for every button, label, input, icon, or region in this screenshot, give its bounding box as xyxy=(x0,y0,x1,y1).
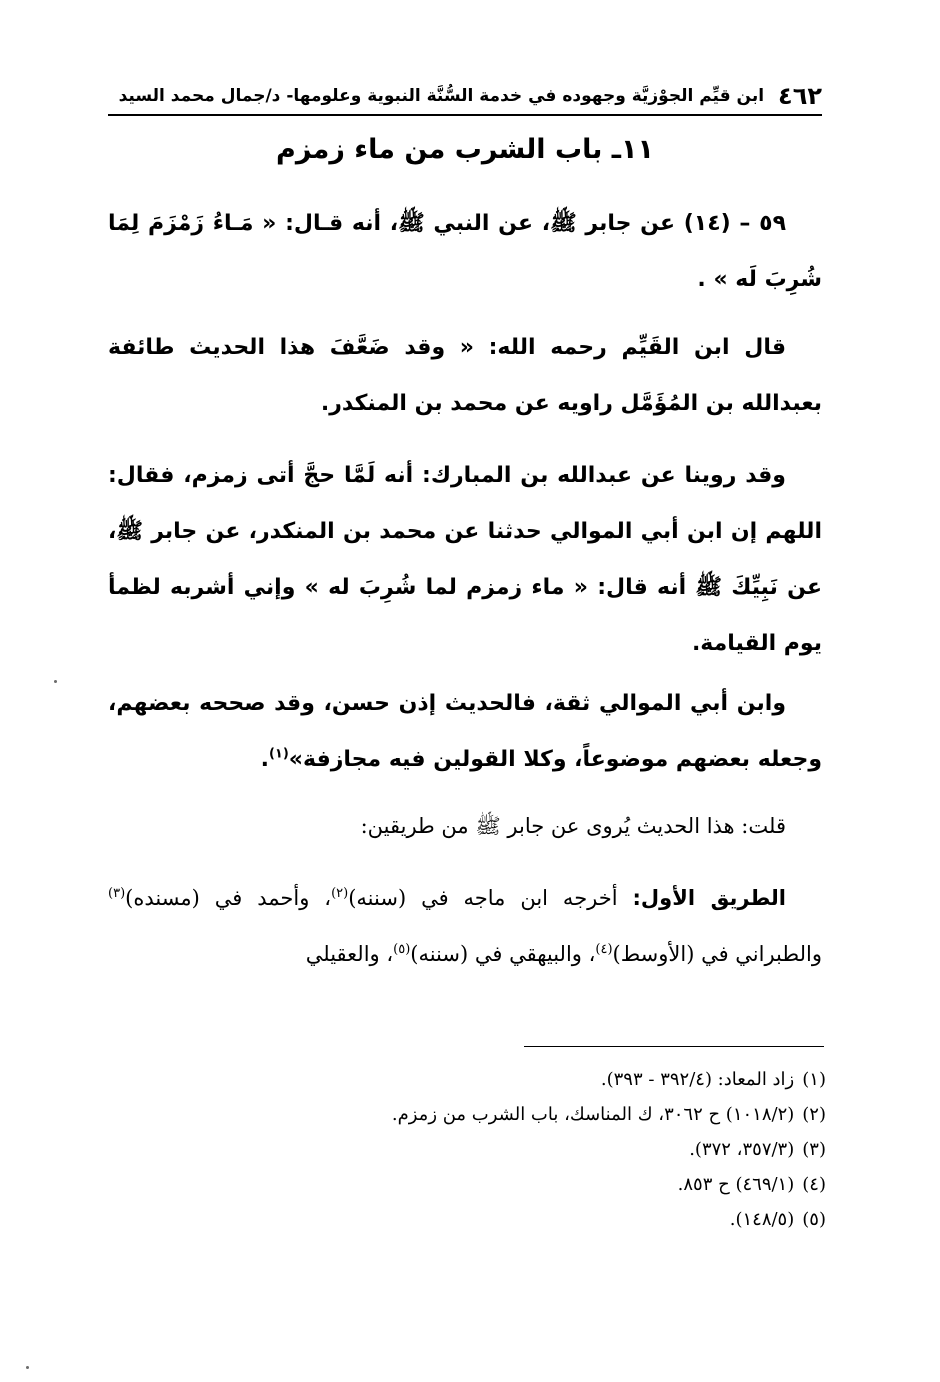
route-text-3: والطبراني في (الأوسط) xyxy=(612,942,822,966)
footnote-item xyxy=(108,1167,826,1202)
footnote-item xyxy=(108,1097,826,1132)
footnote-item xyxy=(108,1062,826,1097)
footnote-item xyxy=(108,1132,826,1167)
hadith-paragraph: ٥٩ – (١٤) عن جابر ﷺ، عن النبي ﷺ، أنه قـال: « مَـاءُ زَمْزَمَ لِمَا شُرِبَ لَه » . xyxy=(108,211,822,292)
footnote-ref-4: (٤) xyxy=(595,942,613,957)
running-header xyxy=(108,78,822,116)
route-text-2: ، وأحمد في (مسنده) xyxy=(125,886,332,910)
grading-end: . xyxy=(260,747,269,772)
scan-speck xyxy=(26,1366,29,1369)
ibn-qayyim-paragraph: قال ابن القَيِّم رحمه الله: « وقد ضَعَّفَ هذا الحديث طائفة بعبدالله بن المُؤَمَّل راويه عن محمد بن المنكدر. xyxy=(108,335,822,416)
footnotes-list xyxy=(108,1062,826,1237)
footnote-text: زاد المعاد: (٣٩٢/٤ - ٣٩٣). xyxy=(600,1069,795,1090)
footnote-number: (٥) xyxy=(802,1209,826,1230)
footnote-number: (١) xyxy=(802,1069,826,1090)
route-text-1: أخرجه ابن ماجه في (سننه) xyxy=(348,886,633,910)
footnote-text: (١٤٨/٥). xyxy=(729,1209,795,1230)
footnote-ref-1: (١) xyxy=(268,746,289,762)
footnote-text: (٣٥٧/٣، ٣٧٢). xyxy=(689,1139,795,1160)
footnote-ref-5: (٥) xyxy=(393,942,411,957)
grading-text: وابن أبي الموالي ثقة، فالحديث إذن حسن، وقد صححه بعضهم، وجعله بعضهم موضوعاً، وكلا القولين فيه مجازفة» xyxy=(108,691,822,772)
route-text-5: ، والعقيلي xyxy=(305,942,394,966)
running-title: ابن قيِّم الجوْزيَّة وجهوده في خدمة السُّنَّة النبوية وعلومها- د/جمال محمد السيد xyxy=(118,86,765,106)
author-note-paragraph: قلت: هذا الحديث يُروى عن جابر ﷺ من طريقين: xyxy=(360,814,786,838)
footnote-item xyxy=(108,1202,826,1237)
footnote-number: (٣) xyxy=(802,1139,826,1160)
footnote-number: (٢) xyxy=(802,1104,826,1125)
narration-paragraph: وقد روينا عن عبدالله بن المبارك: أنه لَمَّا حجَّ أتى زمزم، فقال: اللهم إن ابن أبي الموالي حدثنا عن محمد بن المنكدر، عن جابر ﷺ، عن نَبِيِّكَ ﷺ أنه قال: « ماء زمزم لما شُرِبَ له » وإني أشربه لظمأ يوم القيامة. xyxy=(108,463,822,656)
scan-speck xyxy=(54,680,57,683)
footnote-ref-2: (٢) xyxy=(331,886,349,901)
footnote-number: (٤) xyxy=(802,1174,826,1195)
footnote-ref-3: (٣) xyxy=(108,886,126,901)
footnote-text: (٤٦٩/١) ح ٨٥٣. xyxy=(677,1174,795,1195)
grading-paragraph xyxy=(108,676,822,788)
chapter-title: ١١ـ باب الشرب من ماء زمزم xyxy=(276,134,654,165)
page-number: ٤٦٢ xyxy=(778,82,822,110)
footnote-separator xyxy=(524,1046,824,1047)
first-route-label: الطريق الأول: xyxy=(632,886,787,910)
route-text-4: ، والبيهقي في (سننه) xyxy=(410,942,596,966)
footnote-text: (١٠١٨/٢) ح ٣٠٦٢، ك المناسك، باب الشرب من زمزم. xyxy=(391,1104,795,1125)
first-route-paragraph xyxy=(108,870,822,982)
